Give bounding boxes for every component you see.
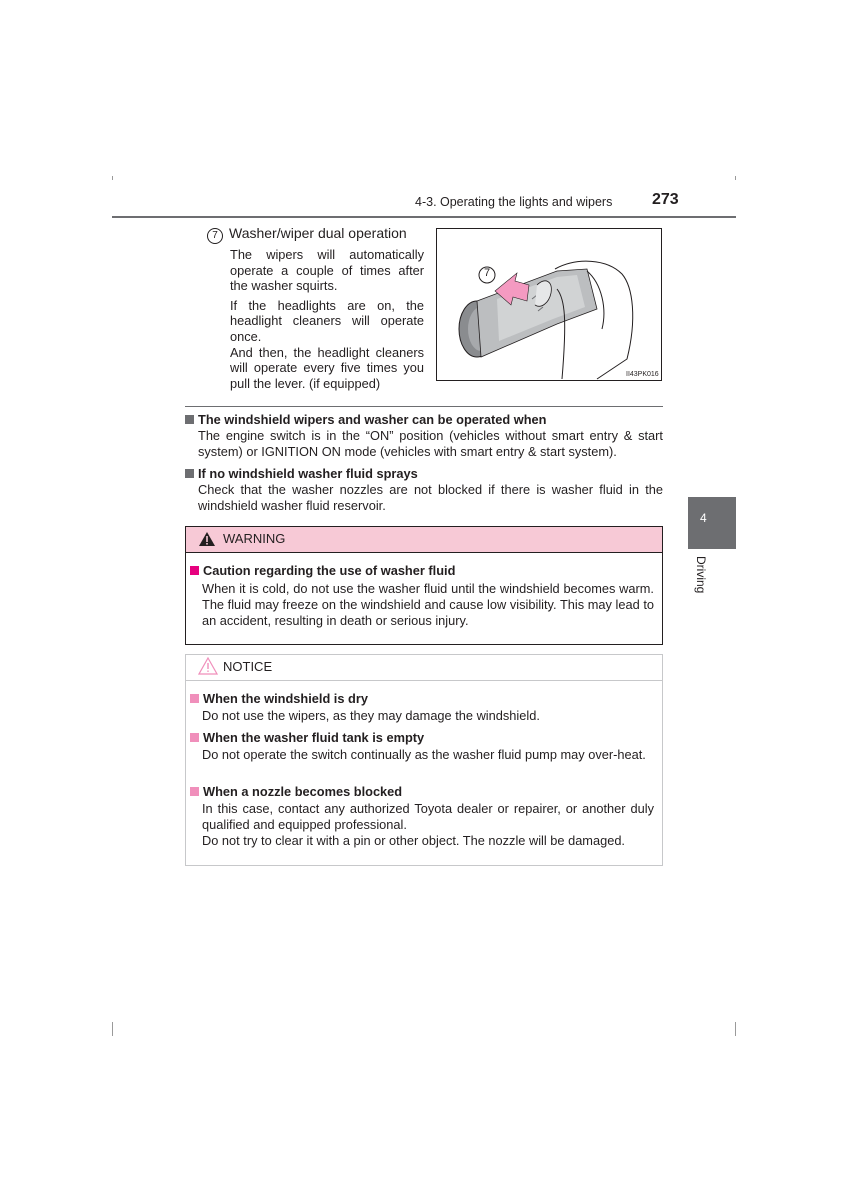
crop-mark — [735, 176, 736, 180]
item-number-badge: 7 — [207, 228, 223, 244]
note-heading — [185, 466, 663, 482]
bullet-square-icon — [190, 733, 199, 742]
item-heading — [207, 225, 407, 244]
bullet-square-icon — [190, 694, 199, 703]
warning-triangle-icon — [198, 531, 216, 547]
item-paragraph: If the headlights are on, the headlight cleaners will operate once. — [230, 297, 424, 344]
notice-body: Do not try to clear it with a pin or other object. The nozzle will be damaged. — [202, 833, 625, 848]
chapter-label: Driving — [694, 556, 708, 594]
note-heading-text: If no windshield washer fluid sprays — [198, 466, 418, 481]
notice-triangle-icon — [198, 657, 218, 675]
notice-title: NOTICE — [223, 659, 273, 674]
note-block — [185, 466, 663, 514]
chapter-number: 4 — [700, 511, 707, 525]
crop-mark — [112, 176, 113, 180]
item-paragraph: And then, the headlight cleaners will operate every five times you pull the lever. (if equipped) — [230, 344, 424, 391]
bullet-square-icon — [185, 469, 194, 478]
notice-heading-text: When the washer fluid tank is empty — [203, 730, 425, 745]
notice-heading-text: When a nozzle becomes blocked — [203, 784, 403, 799]
warning-section — [190, 563, 654, 629]
warning-title: WARNING — [223, 531, 286, 546]
warning-heading — [190, 563, 654, 578]
crop-mark — [735, 1022, 736, 1036]
bullet-square-icon — [185, 415, 194, 424]
item-paragraph: The wipers will automatically operate a couple of times after the washer squirts. — [230, 247, 424, 294]
chapter-tab — [688, 497, 736, 549]
note-block — [185, 412, 663, 460]
notice-body: Do not use the wipers, as they may damage the windshield. — [202, 708, 540, 723]
note-body: The engine switch is in the “ON” position (vehicles without smart entry & start system) or IGNITION ON mode (vehicles with smart entry & start system). — [198, 428, 663, 459]
notice-body: Do not operate the switch continually as the washer fluid pump may over-heat. — [202, 747, 646, 762]
lever-illustration — [436, 228, 662, 381]
notice-section — [190, 730, 654, 763]
notice-heading — [190, 730, 654, 745]
figure-callout: 7 — [483, 267, 491, 279]
bullet-square-icon — [190, 787, 199, 796]
section-title: 4-3. Operating the lights and wipers — [415, 195, 613, 209]
crop-mark — [112, 1022, 113, 1036]
notice-body: In this case, contact any authorized Toyota dealer or repairer, or another duly qualified and equipped professional. — [202, 801, 654, 832]
warning-body: When it is cold, do not use the washer fluid until the windshield becomes warm. The fluid may freeze on the windshield and cause low visibility. This may lead to an accident, resulting in death or serious injury. — [202, 581, 654, 628]
notice-heading — [190, 784, 654, 799]
page-number: 273 — [652, 191, 679, 208]
notice-section — [190, 691, 654, 724]
notice-section — [190, 784, 654, 849]
warning-heading-text: Caution regarding the use of washer fluid — [203, 563, 456, 578]
wiper-lever-drawing — [437, 229, 661, 380]
separator-rule — [185, 406, 663, 407]
notice-heading-text: When the windshield is dry — [203, 691, 368, 706]
header-rule — [112, 216, 736, 218]
item-description — [230, 247, 424, 391]
notice-divider — [186, 680, 662, 681]
figure-code: II43PK016 — [626, 371, 659, 378]
item-title: Washer/wiper dual operation — [229, 225, 407, 241]
note-body: Check that the washer nozzles are not blocked if there is washer fluid in the windshield washer fluid reservoir. — [198, 482, 663, 513]
bullet-square-icon — [190, 566, 199, 575]
note-heading — [185, 412, 663, 428]
notice-heading — [190, 691, 654, 706]
note-heading-text: The windshield wipers and washer can be operated when — [198, 412, 547, 427]
